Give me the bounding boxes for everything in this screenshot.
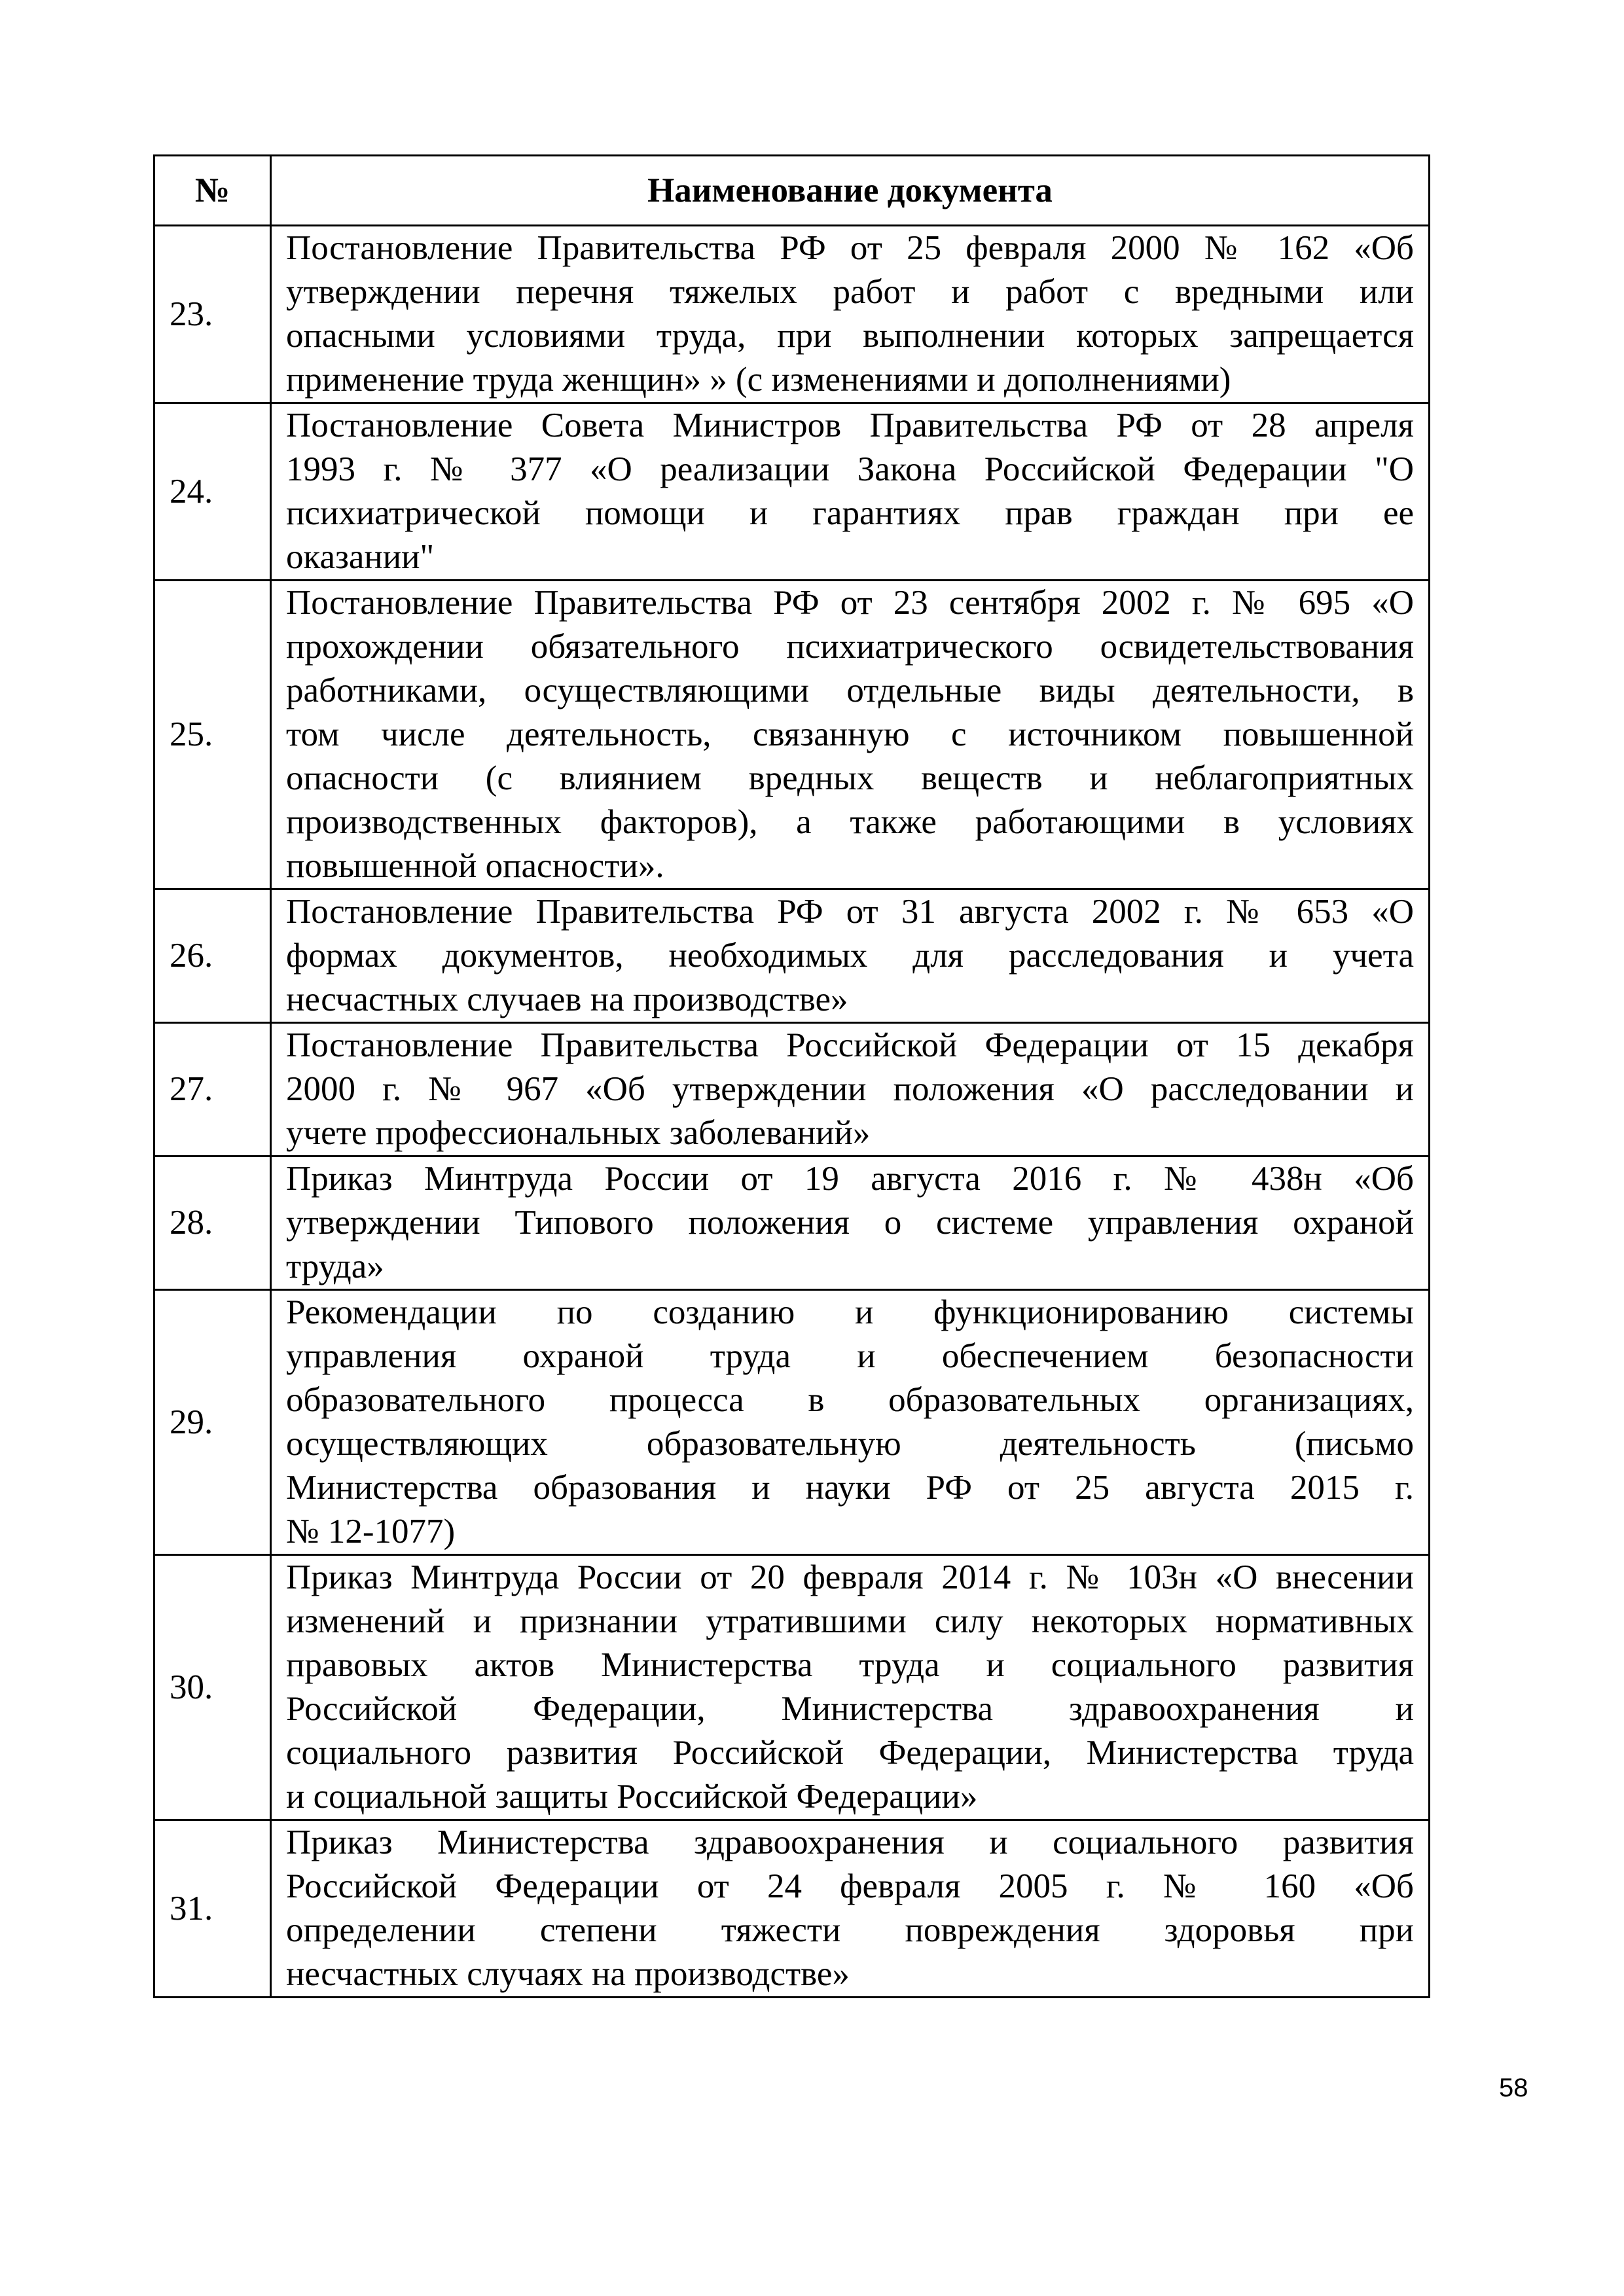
document-name-line: Приказ Минтруда России от 20 февраля 2014 г. № 103н «О внесении (286, 1558, 1414, 1596)
document-name (271, 1555, 1430, 1820)
document-name-line: утверждении Типового положения о системе управления охраной (286, 1204, 1414, 1242)
document-name (271, 1157, 1430, 1290)
document-name-line: Приказ Министерства здравоохранения и социального развития (286, 1823, 1414, 1861)
document-name-line: Приказ Минтруда России от 19 августа 2016 г. № 438н «Об (286, 1160, 1414, 1198)
document-name-line: работниками, осуществляющими отдельные виды деятельности, в (286, 672, 1414, 709)
document-name (271, 226, 1430, 403)
document-name-line: производственных факторов), а также работающими в условиях (286, 803, 1414, 841)
document-name-line: осуществляющих образовательную деятельность (письмо (286, 1425, 1414, 1463)
table-row (154, 1820, 1430, 1998)
document-name-line: труда» (286, 1247, 384, 1285)
document-name (271, 1290, 1430, 1555)
document-name-line: Рекомендации по созданию и функционированию системы (286, 1293, 1414, 1331)
document-name-line: Постановление Совета Министров Правительства РФ от 28 апреля (286, 406, 1414, 444)
document-name-line: правовых актов Министерства труда и социального развития (286, 1646, 1414, 1684)
document-name-line: образовательного процесса в образовательных организациях, (286, 1381, 1414, 1419)
document-name-line: опасными условиями труда, при выполнении которых запрещается (286, 317, 1414, 355)
document-name-line: Постановление Правительства РФ от 25 февраля 2000 № 162 «Об (286, 229, 1414, 267)
document-name-line: Постановление Правительства РФ от 23 сентября 2002 г. № 695 «О (286, 584, 1414, 622)
document-name (271, 1820, 1430, 1998)
document-name-line: определении степени тяжести повреждения здоровья при (286, 1911, 1414, 1949)
row-number: 23. (154, 226, 271, 403)
document-name-line: Постановление Правительства Российской Федерации от 15 декабря (286, 1026, 1414, 1064)
page-number: 58 (1499, 2073, 1528, 2102)
document-name-line: изменений и признании утратившими силу некоторых нормативных (286, 1602, 1414, 1640)
document-name-line: том числе деятельность, связанную с источником повышенной (286, 715, 1414, 753)
document-name-line: 2000 г. № 967 «Об утверждении положения «О расследовании и (286, 1070, 1414, 1108)
document-name-line: Российской Федерации от 24 февраля 2005 г. № 160 «Об (286, 1867, 1414, 1905)
table-row (154, 226, 1430, 403)
document-name-line: и социальной защиты Российской Федерации» (286, 1778, 978, 1816)
table-row (154, 889, 1430, 1023)
column-header-document-name: Наименование документа (271, 156, 1430, 226)
document-name-line: управления охраной труда и обеспечением безопасности (286, 1337, 1414, 1375)
document-name (271, 403, 1430, 581)
table-row (154, 1023, 1430, 1157)
documents-table (153, 154, 1430, 1998)
document-name-line: утверждении перечня тяжелых работ и работ с вредными или (286, 273, 1414, 311)
document-name-line: Российской Федерации, Министерства здравоохранения и (286, 1690, 1414, 1728)
table-header-row (154, 156, 1430, 226)
document-name (271, 889, 1430, 1023)
document-name-line: психиатрической помощи и гарантиях прав граждан при ее (286, 494, 1414, 532)
document-name-line: несчастных случаях на производстве» (286, 1955, 850, 1993)
document-name-line: опасности (с влиянием вредных веществ и неблагоприятных (286, 759, 1414, 797)
document-name-line: применение труда женщин» » (с изменениями и дополнениями) (286, 361, 1231, 399)
document-name-line: 1993 г. № 377 «О реализации Закона Российской Федерации "О (286, 450, 1414, 488)
document-name-line: повышенной опасности». (286, 847, 664, 885)
document-name-line: формах документов, необходимых для расследования и учета (286, 937, 1414, 975)
table-row (154, 581, 1430, 889)
row-number: 24. (154, 403, 271, 581)
table-row (154, 1157, 1430, 1290)
table-row (154, 1290, 1430, 1555)
document-name (271, 581, 1430, 889)
row-number: 25. (154, 581, 271, 889)
row-number: 31. (154, 1820, 271, 1998)
document-name-line: оказании" (286, 538, 435, 576)
document-name-line: несчастных случаев на производстве» (286, 980, 848, 1018)
document-name-line: социального развития Российской Федерации, Министерства труда (286, 1734, 1414, 1772)
document-name-line: прохождении обязательного психиатрического освидетельствования (286, 628, 1414, 666)
document-name-line: учете профессиональных заболеваний» (286, 1114, 871, 1152)
row-number: 26. (154, 889, 271, 1023)
row-number: 27. (154, 1023, 271, 1157)
row-number: 29. (154, 1290, 271, 1555)
document-name-line: Постановление Правительства РФ от 31 августа 2002 г. № 653 «О (286, 893, 1414, 931)
column-header-number: № (154, 156, 271, 226)
document-name (271, 1023, 1430, 1157)
table-row (154, 1555, 1430, 1820)
row-number: 28. (154, 1157, 271, 1290)
table-body (154, 226, 1430, 1998)
table-row (154, 403, 1430, 581)
document-name-line: № 12-1077) (286, 1513, 456, 1551)
row-number: 30. (154, 1555, 271, 1820)
document-name-line: Министерства образования и науки РФ от 25 августа 2015 г. (286, 1469, 1414, 1507)
